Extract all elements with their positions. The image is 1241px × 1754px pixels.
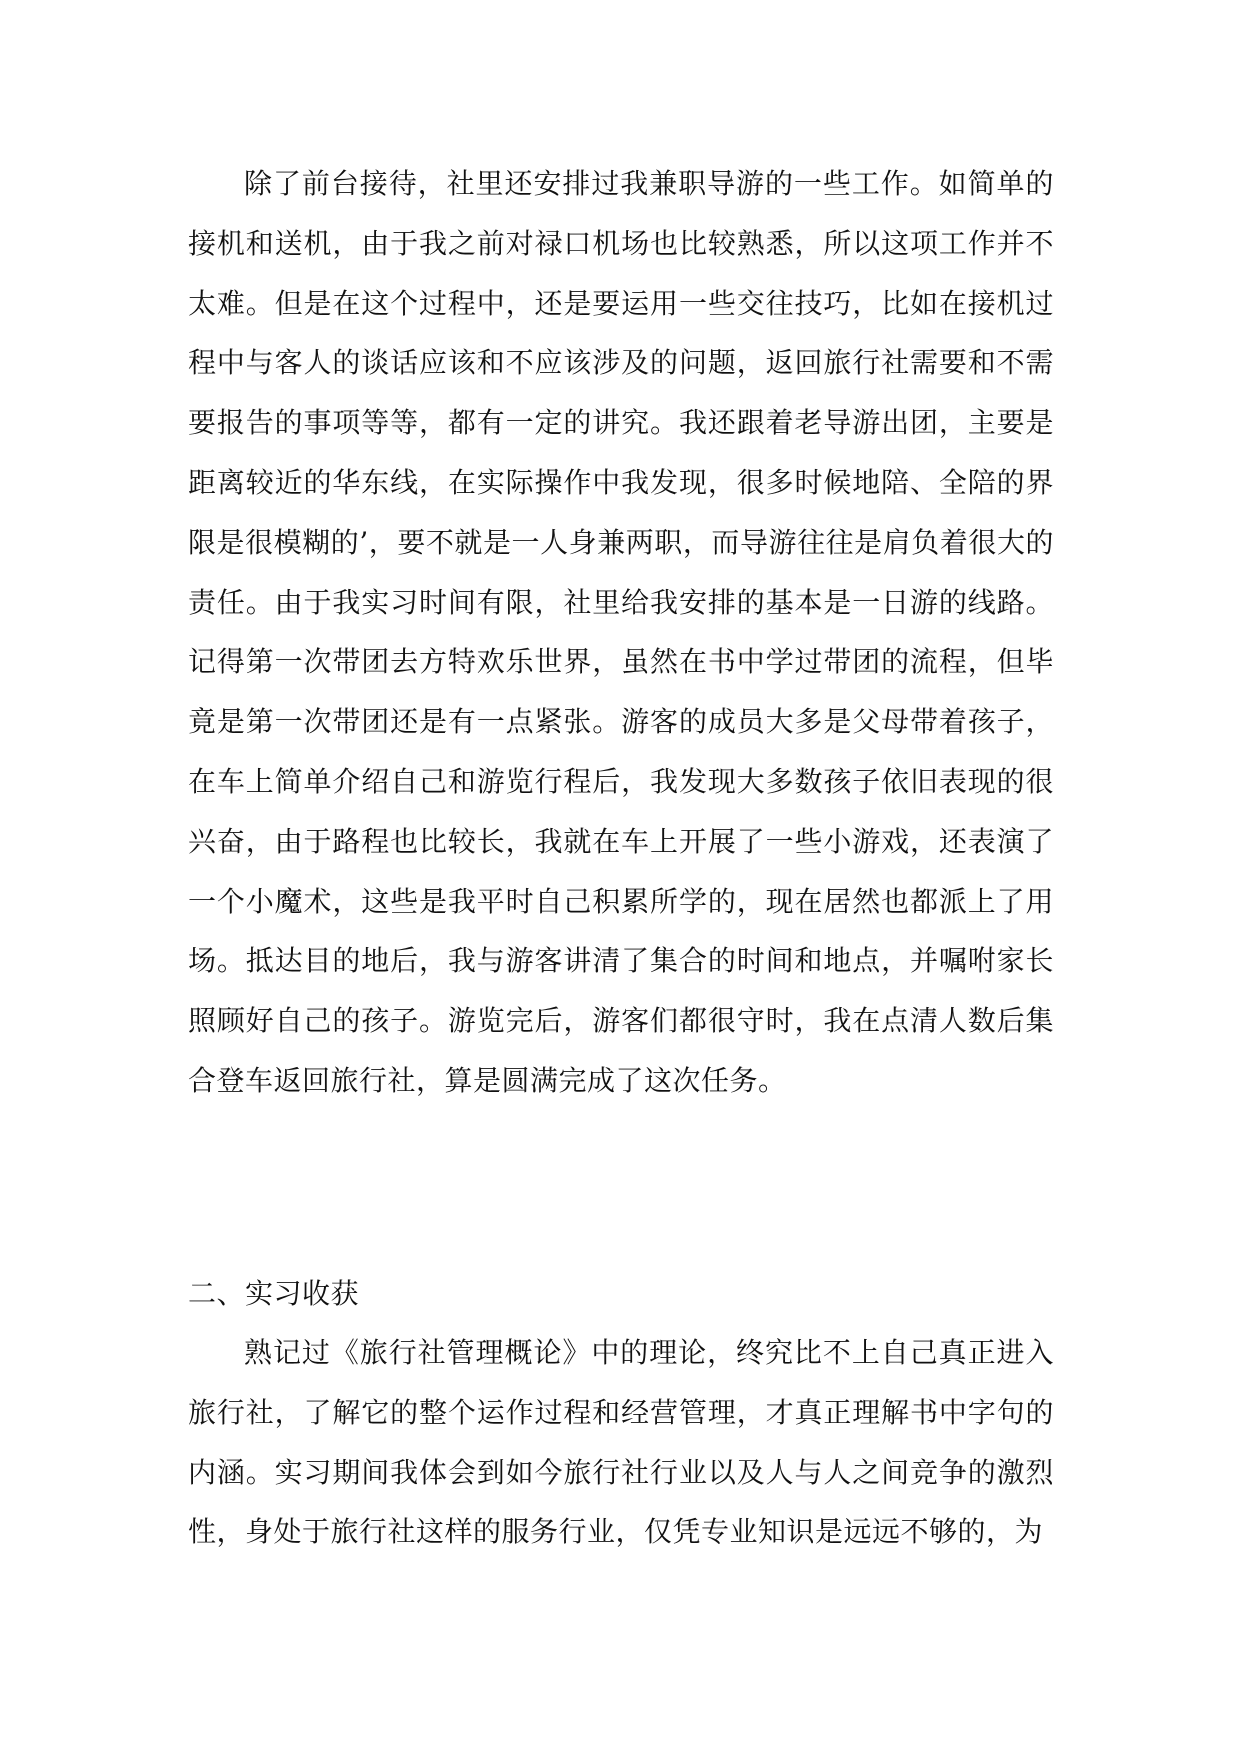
- body-paragraph: 除了前台接待，社里还安排过我兼职导游的一些工作。如简单的接机和送机，由于我之前对禄口机场也比较熟悉，所以这项工作并不太难。但是在这个过程中，还是要运用一些交往技巧，比如在接机过程中与客人的谈话应该和不应该涉及的问题，返回旅行社需要和不需要报告的事项等等，都有一定的讲究。我还跟着老导游出团，主要是距离较近的华东线，在实际操作中我发现，很多时候地陪、全陪的界限是很模糊的’，要不就是一人身兼两职，而导游往往是肩负着很大的责任。由于我实习时间有限，社里给我安排的基本是一日游的线路。记得第一次带团去方特欢乐世界，虽然在书中学过带团的流程，但毕竟是第一次带团还是有一点紧张。游客的成员大多是父母带着孩子，在车上简单介绍自己和游览行程后，我发现大多数孩子依旧表现的很兴奋，由于路程也比较长，我就在车上开展了一些小游戏，还表演了一个小魔术，这些是我平时自己积累所学的，现在居然也都派上了用场。抵达目的地后，我与游客讲清了集合的时间和地点，并嘱咐家长照顾好自己的孩子。游览完后，游客们都很守时，我在点清人数后集合登车返回旅行社，算是圆满完成了这次任务。: [188, 167, 1054, 1097]
- body-paragraph: 熟记过《旅行社管理概论》中的理论，终究比不上自己真正进入旅行社，了解它的整个运作过程和经营管理，才真正理解书中字句的内涵。实习期间我体会到如今旅行社行业以及人与人之间竞争的激烈性，身处于旅行社这样的服务行业，仅凭专业知识是远远不够的，为: [188, 1336, 1054, 1549]
- section-heading: 二、实习收获: [188, 1277, 360, 1310]
